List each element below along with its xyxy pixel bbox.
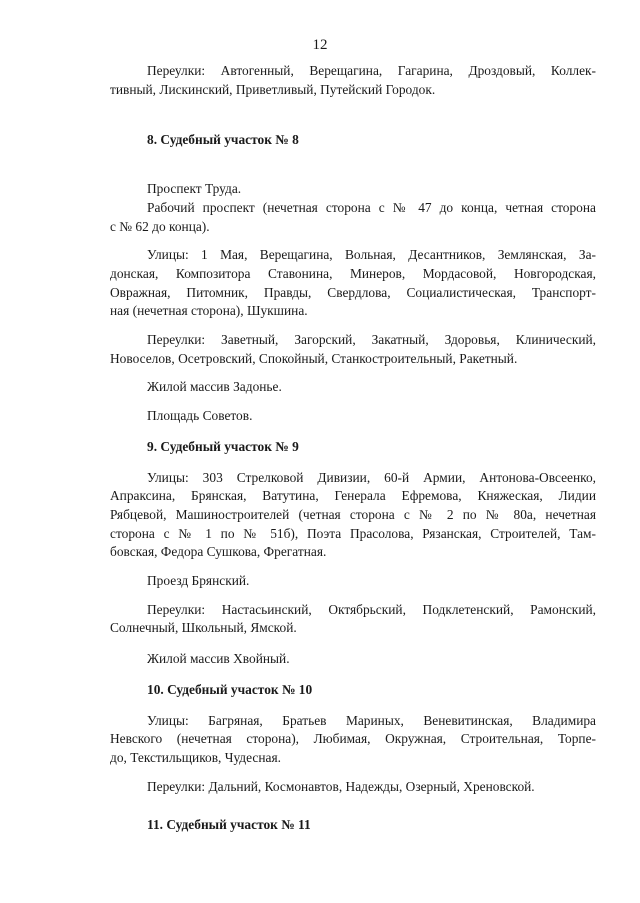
text-line: тивный, Лискинский, Приветливый, Путейский Городок. (110, 81, 436, 97)
proezd-bryanskiy: Проезд Брянский. (147, 573, 250, 589)
section-heading-11: 11. Судебный участок № 11 (147, 817, 311, 833)
text-line: до, Текстильщиков, Чудесная. (110, 749, 281, 765)
text-line: Переулки: Автогенный, Верещагина, Гагарина, Дроздовый, Коллек- (147, 63, 596, 78)
text-line: Улицы: Багряная, Братьев Мариных, Веневитинская, Владимира (147, 712, 596, 728)
section-heading-10: 10. Судебный участок № 10 (147, 681, 313, 697)
section-heading-9: 9. Судебный участок № 9 (147, 438, 299, 454)
massiv-khvoyniy: Жилой массив Хвойный. (147, 651, 290, 667)
text-line: Переулки: Заветный, Загорский, Закатный, Здоровья, Клинический, (147, 332, 596, 348)
text-line: бовская, Федора Сушкова, Фрегатная. (110, 544, 327, 560)
text-line: Улицы: 303 Стрелковой Дивизии, 60-й Армии, Антонова-Овсеенко, (147, 469, 596, 485)
page-number: 12 (312, 37, 328, 53)
text-line: с № 62 до конца). (110, 218, 210, 234)
text-line: Апраксина, Брянская, Ватутина, Генерала Ефремова, Княжеская, Лидии (110, 488, 596, 504)
lanes-paragraph-10: Переулки: Дальний, Космонавтов, Надежды, Озерный, Хреновской. (147, 778, 535, 794)
streets-paragraph-8 (110, 246, 596, 321)
massiv-zadonie: Жилой массив Задонье. (147, 379, 282, 395)
streets-paragraph-10 (110, 712, 596, 768)
prospekt-truda: Проспект Труда. (147, 181, 242, 197)
ploshad-sovetov: Площадь Советов. (147, 408, 253, 424)
lanes-paragraph-top (110, 62, 596, 99)
text-line: донская, Композитора Ставонина, Минеров, Мордасовой, Новгородская, (110, 265, 596, 281)
text-line: Улицы: 1 Мая, Верещагина, Вольная, Десантников, Землянская, За- (147, 247, 596, 263)
lanes-paragraph-8 (110, 331, 596, 368)
document-body (110, 62, 596, 835)
text-line: Рабочий проспект (нечетная сторона с № 47 до конца, четная сторона (147, 199, 596, 215)
text-line: сторона с № 1 по № 51б), Поэта Прасолова, Рязанская, Строителей, Там- (110, 525, 596, 541)
text-line: Новоселов, Осетровский, Спокойный, Станкостроительный, Ракетный. (110, 350, 518, 366)
text-line: Солнечный, Школьный, Ямской. (110, 620, 297, 636)
text-line: Невского (нечетная сторона), Любимая, Окружная, Строительная, Торпе- (110, 731, 596, 747)
rabochiy-prospekt-paragraph (110, 199, 596, 236)
text-line: Рябцевой, Машиностроителей (четная сторона с № 2 по № 80а, нечетная (110, 506, 596, 522)
streets-paragraph-9 (110, 469, 596, 563)
lanes-paragraph-9 (110, 601, 596, 638)
section-heading-8: 8. Судебный участок № 8 (147, 132, 299, 148)
text-line: Овражная, Питомник, Правды, Свердлова, Социалистическая, Транспорт- (110, 284, 596, 300)
text-line: ная (нечетная сторона), Шукшина. (110, 303, 308, 319)
text-line: Переулки: Настасьинский, Октябрьский, Подклетенский, Рамонский, (147, 601, 596, 617)
